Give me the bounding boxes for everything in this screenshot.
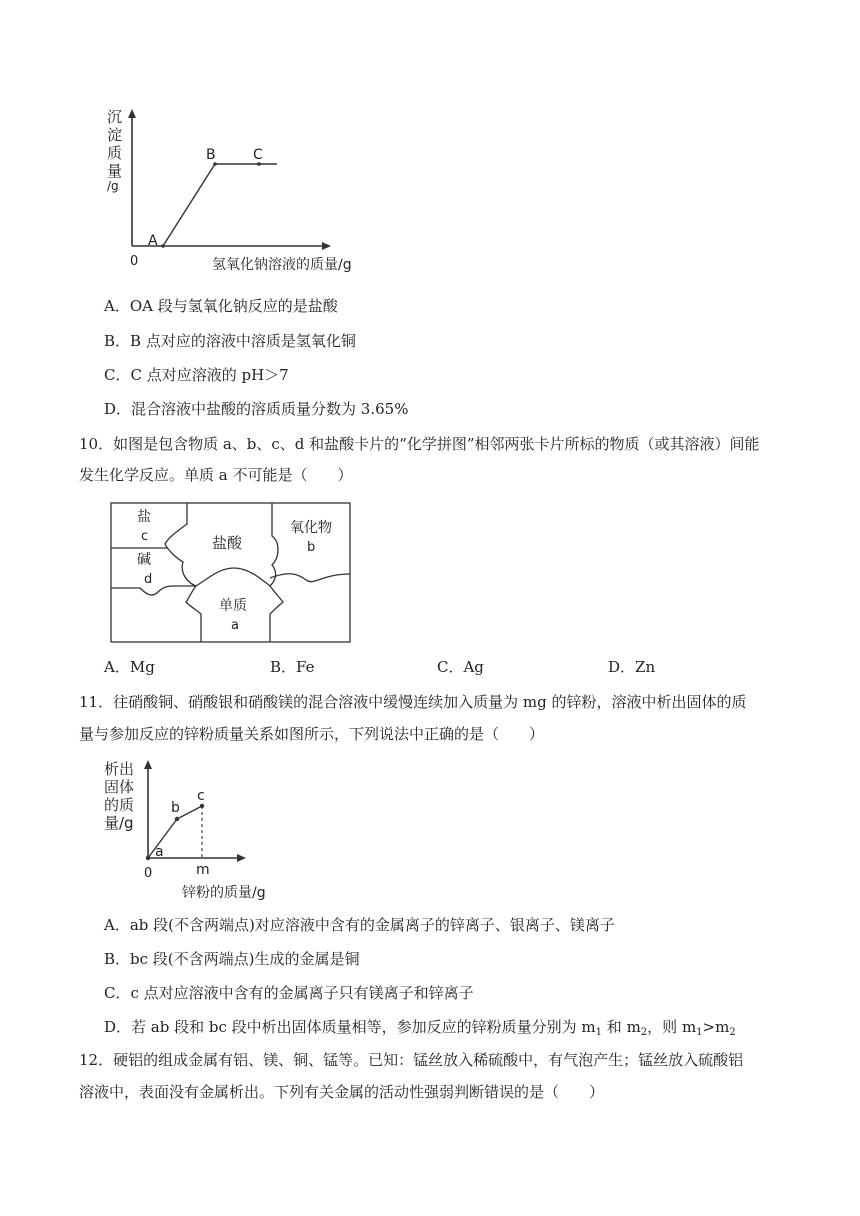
puzzle-acid-label: 盐酸 — [212, 534, 243, 552]
q11-option-d-sub1: 1 — [595, 1027, 603, 1038]
ylabel-2: 固体 — [104, 778, 135, 796]
m-label: m — [196, 862, 210, 878]
point-a-label: a — [155, 844, 164, 860]
q11-stem-line2: 量与参加反应的锌粉质量关系如图所示，下列说法中正确的是（ ） — [79, 725, 545, 743]
q11-option-d-then: ，则 m — [647, 1018, 697, 1036]
y-axis-arrow — [144, 760, 152, 769]
point-c-dot — [200, 804, 204, 808]
ylabel-2: 淀 — [107, 126, 123, 144]
q11-option-d-gt: >m — [702, 1018, 730, 1036]
q10-stem-line1: 10．如图是包含物质 a、b、c、d 和盐酸卡片的“化学拼图”相邻两张卡片所标的物质（或其溶液）间能 — [79, 435, 760, 453]
q11-stem-line1: 11．往硝酸铜、硝酸银和硝酸镁的混合溶液中缓慢连续加入质量为 mg 的锌粉，溶液中析出固体的质 — [79, 693, 747, 711]
q11-option-c: C．c 点对应溶液中含有的金属离子只有镁离子和锌离子 — [104, 984, 474, 1002]
point-c-label: c — [197, 788, 205, 804]
q11-option-d-prefix: D．若 ab 段和 bc 段中析出固体质量相等，参加反应的锌粉质量分别为 m — [104, 1018, 596, 1036]
puzzle-oxide-letter: b — [307, 540, 316, 555]
q10-option-b: B．Fe — [270, 658, 315, 676]
q12-stem-line1: 12．硬铝的组成金属有铝、镁、铜、锰等。已知：锰丝放入稀硫酸中，有气泡产生；锰丝放入硫酸铝 — [79, 1051, 744, 1069]
q12-stem-line2: 溶液中，表面没有金属析出。下列有关金属的活动性强弱判断错误的是（ ） — [79, 1083, 605, 1101]
origin-label: 0 — [130, 254, 139, 269]
ylabel-4: 量/g — [104, 814, 134, 832]
x-axis-arrow — [322, 242, 331, 250]
ylabel-3: 的质 — [104, 796, 135, 814]
q9-option-b: B．B 点对应的溶液中溶质是氢氧化铜 — [104, 332, 356, 350]
xlabel: 锌粉的质量/g — [182, 885, 266, 901]
q9-precipitate-graph — [100, 100, 380, 280]
puzzle-element-letter: a — [231, 618, 239, 633]
puzzle-salt-letter: c — [141, 529, 149, 544]
ylabel-4: 量 — [107, 162, 123, 180]
ylabel-5: /g — [107, 179, 119, 193]
puzzle-base-label: 碱 — [137, 552, 151, 568]
q11-option-d-sub3: 1 — [696, 1027, 703, 1038]
puzzle-salt-label: 盐 — [137, 509, 151, 525]
point-b-label: b — [171, 800, 180, 816]
puzzle-element-label: 单质 — [219, 598, 247, 614]
q9-option-a: A．OA 段与氢氧化钠反应的是盐酸 — [104, 297, 338, 315]
ylabel-1: 沉 — [107, 108, 123, 126]
origin-label: 0 — [144, 866, 153, 881]
q10-option-a: A．Mg — [104, 658, 155, 676]
x-axis-arrow — [237, 854, 246, 862]
y-axis-arrow — [128, 109, 136, 118]
ylabel-3: 质 — [107, 144, 123, 162]
q11-option-a: A．ab 段(不含两端点)对应溶液中含有的金属离子的锌离子、银离子、镁离子 — [104, 916, 615, 934]
q11-option-d-mid: 和 m — [602, 1018, 641, 1036]
xlabel: 氢氧化钠溶液的质量/g — [212, 257, 352, 273]
ylabel-1: 析出 — [104, 760, 135, 778]
q11-option-d-sub2: 2 — [640, 1027, 648, 1038]
q9-option-d: D．混合溶液中盐酸的溶质质量分数为 3.65% — [104, 400, 409, 418]
puzzle-oxide-label: 氧化物 — [290, 520, 332, 536]
q10-stem-line2: 发生化学反应。单质 a 不可能是（ ） — [79, 466, 353, 484]
point-b-dot — [175, 817, 179, 821]
q10-option-c: C．Ag — [437, 658, 484, 676]
q11-option-b: B．bc 段(不含两端点)生成的金属是铜 — [104, 950, 360, 968]
q11-option-d — [104, 1017, 736, 1043]
point-c-label: C — [253, 147, 263, 163]
q10-option-d: D．Zn — [608, 658, 656, 676]
point-a-dot — [146, 856, 150, 860]
point-a-dot — [161, 244, 165, 248]
puzzle-base-letter: d — [144, 572, 153, 587]
point-b-label: B — [206, 147, 216, 163]
chemistry-puzzle-diagram — [110, 502, 355, 646]
q11-solid-mass-graph — [100, 756, 280, 906]
curve — [163, 164, 277, 246]
q11-option-d-sub4: 2 — [729, 1027, 736, 1038]
point-a-label: A — [148, 233, 158, 249]
q9-option-c: C．C 点对应溶液的 pH＞7 — [104, 366, 289, 384]
